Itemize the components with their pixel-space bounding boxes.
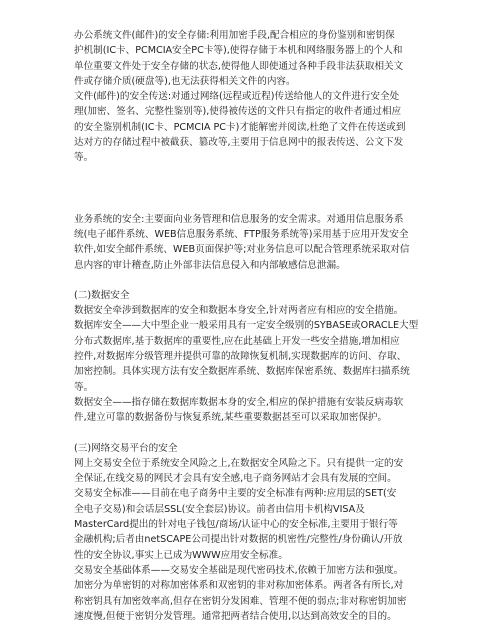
text-line: 单位重要文件处于安全存储的状态,使得他人即使通过各种手段非法获取相关文: [74, 60, 404, 72]
text-line: 护机制(IC卡、PCMCIA安全PC卡等),使得存储于本机和网络服务器上的个人和: [74, 45, 403, 57]
paragraph-data-security: [74, 303, 434, 425]
text-line: 数据安全——指存储在数据库数据本身的安全,相应的保护措施有安装反病毒软: [74, 396, 404, 408]
text-line: 数据库安全——大中型企业一般采用具有一定安全级别的SYBASE或ORACLE大型: [74, 320, 419, 332]
section-spacer: [74, 273, 434, 288]
text-line: 件或存储介质(硬盘等),也无法获得相关文件的内容。: [74, 75, 296, 87]
text-line: 等。: [74, 381, 94, 393]
paragraph-business-security: [74, 212, 434, 273]
text-line: MasterCard提出的针对电子钱包/商场/认证中心的安全标准,主要用于银行等: [74, 519, 398, 531]
section-heading-data-security: (二)数据安全: [74, 289, 130, 301]
text-line: 称密钥具有加密效率高,但存在密钥分发困难、管理不便的弱点;非对称密钥加密: [74, 595, 407, 607]
text-line: 息内容的审计稽查,防止外部非法信息侵入和内部敏感信息泄漏。: [74, 259, 346, 271]
text-line: 交易安全标准——目前在电子商务中主要的安全标准有两种:应用层的SET(安: [74, 488, 397, 500]
text-line: 达对方的存储过程中被截获、篡改等,主要用于信息网中的报表传送、公文下发: [74, 137, 404, 149]
text-line: 控件,对数据库分级管理并提供可靠的故障恢复机制,实现数据库的访问、存取、: [74, 351, 407, 363]
text-line: 文件(邮件)的安全传送:对通过网络(远程或近程)传送给他人的文件进行安全处: [74, 91, 400, 103]
text-line: 统(电子邮件系统、WEB信息服务系统、FTP服务系统等)采用基于应用开发安全: [74, 228, 409, 240]
text-line: 速度慢,但便于密钥分发管理。通常把两者结合使用,以达到高效安全的目的。: [74, 610, 397, 622]
paragraph-trading-security: [74, 456, 434, 624]
text-line: 的安全鉴别机制(IC卡、PCMCIA PC卡)才能解密并阅读,杜绝了文件在传送或到: [74, 121, 406, 133]
text-line: 办公系统文件(邮件)的安全存储:利用加密手段,配合相应的身份鉴别和密钥保: [74, 30, 395, 41]
document-page: [74, 28, 434, 624]
section-heading-trading-platform: (三)网络交易平台的安全: [74, 442, 178, 454]
text-line: 加密分为单密钥的对称加密体系和双密钥的非对称加密体系。两者各有所长,对: [74, 580, 404, 592]
text-line: 理(加密、签名、完整性鉴别等),使得被传送的文件只有指定的收件者通过相应: [74, 106, 402, 118]
text-line: 性的安全协议,事实上已成为WWW应用安全标准。: [74, 549, 288, 561]
text-line: 全保证,在线交易的网民才会具有安全感,电子商务网站才会具有发展的空间。: [74, 473, 397, 485]
text-line: 数据安全牵涉到数据库的安全和数据本身安全,针对两者应有相应的安全措施。: [74, 305, 404, 317]
text-line: 件,建立可靠的数据备份与恢复系统,某些重要数据甚至可以采取加密保护。: [74, 412, 388, 424]
section-spacer: [74, 426, 434, 441]
text-line: 等。: [74, 152, 94, 164]
text-line: 网上交易安全位于系统安全风险之上,在数据安全风险之下。只有提供一定的安: [74, 457, 404, 469]
text-line: 全电子交易)和会话层SSL(安全套层)协议。前者由信用卡机构VISA及: [74, 503, 365, 515]
text-line: 软件,如安全邮件系统、WEB页面保护等;对业务信息可以配合管理系统采取对信: [74, 244, 410, 256]
text-line: 交易安全基础体系——交易安全基础是现代密码技术,依赖于加密方法和强度。: [74, 564, 404, 576]
section-spacer: [74, 166, 434, 212]
text-line: 金融机构;后者由netSCAPE公司提出针对数据的机密性/完整性/身份确认/开放: [74, 534, 403, 546]
text-line: 业务系统的安全:主要面向业务管理和信息服务的安全需求。对通用信息服务系: [74, 213, 404, 225]
text-line: 分布式数据库,基于数据库的重要性,应在此基础上开发一些安全措施,增加相应: [74, 335, 400, 347]
text-line: 加密控制。具体实现方法有安全数据库系统、数据库保密系统、数据库扫描系统: [74, 366, 410, 378]
paragraph-storage-security: [74, 28, 434, 166]
